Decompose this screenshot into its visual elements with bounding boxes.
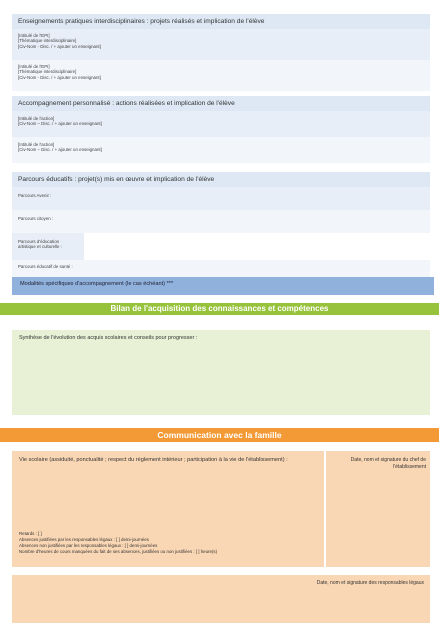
epi-entry-2[interactable] [12, 60, 430, 91]
epi-entry-1[interactable] [12, 29, 430, 60]
epi-entry-1-line-2: [Thématique interdisciplinaire] [18, 38, 77, 44]
signature-chef-label: Date, nom et signature du chef de l'établissement [350, 457, 426, 470]
bilan-banner: Bilan de l'acquisition des connaissances et compétences [0, 303, 439, 315]
signature-parents-label: Date, nom et signature des responsables légaux [316, 580, 424, 586]
communication-banner: Communication avec la famille [0, 428, 439, 442]
ap-entry-2[interactable] [12, 137, 430, 163]
retards-line: Retards : [ ] [19, 531, 42, 536]
parcours-citoyen[interactable]: Parcours citoyen : [12, 210, 430, 233]
epi-title: Enseignements pratiques interdisciplinaires : projets réalisés et implication de l'élève [12, 14, 430, 29]
epi-section [12, 14, 430, 91]
synthese-box[interactable] [12, 330, 430, 415]
signature-parents-box[interactable] [12, 575, 430, 623]
vie-scolaire-label: Vie scolaire (assiduité, ponctualité ; respect du règlement intérieur ; participation à la vie de l'établissement) : [19, 457, 288, 463]
epi-entry-1-line-1: [Intitulé de l'EPI] [18, 32, 50, 38]
epi-entry-2-line-2: [Thématique interdisciplinaire] [18, 69, 77, 75]
synthese-label: Synthèse de l'évolution des acquis scolaires et conseils pour progresser : [19, 335, 198, 341]
parcours-artistique[interactable]: Parcours d'éducation artistique et culturelle : [12, 233, 84, 260]
parcours-section [12, 172, 430, 277]
epi-entry-2-line-3: [Civ-Nom - Disc. / + ajouter un enseignant] [18, 74, 101, 80]
parcours-avenir[interactable]: Parcours Avenir : [12, 187, 430, 210]
cours-manques-line: Nombre d'heures de cours manquées du fait de ses absences, justifiées ou non justifiées : [ ] heure(s) [19, 548, 218, 554]
ap-entry-1-line-2: [Civ-Nom – Disc. / + ajouter un enseignant] [18, 121, 102, 127]
parcours-title: Parcours éducatifs : projet(s) mis en œuvre et implication de l'élève [12, 172, 430, 187]
ap-section [12, 96, 430, 163]
ap-entry-2-line-2: [Civ-Nom – Disc. / + ajouter un enseignant] [18, 147, 102, 153]
absences-block [19, 531, 217, 555]
modalites-bar[interactable]: Modalités spécifiques d'accompagnement (le cas échéant) *** [12, 277, 434, 295]
ap-entry-1-line-1: [Intitulé de l'action] [18, 115, 55, 121]
epi-entry-2-line-1: [Intitulé de l'EPI] [18, 63, 50, 69]
ap-entry-1[interactable] [12, 111, 430, 137]
abs-justifiees-line: Absences justifiées par les responsables légaux : [ ] demi-journées [19, 536, 149, 542]
abs-non-justifiees-line: Absences non justifiées par les responsables légaux : [ ] demi-journées [19, 542, 158, 548]
parcours-sante[interactable]: Parcours éducatif de santé : [12, 260, 430, 277]
ap-entry-2-line-1: [Intitulé de l'action] [18, 141, 55, 147]
ap-title: Accompagnement personnalisé : actions réalisées et implication de l'élève [12, 96, 430, 111]
orange-divider [324, 451, 326, 567]
epi-entry-1-line-3: [Civ-Nom - Disc. / + ajouter un enseignant] [18, 43, 101, 49]
